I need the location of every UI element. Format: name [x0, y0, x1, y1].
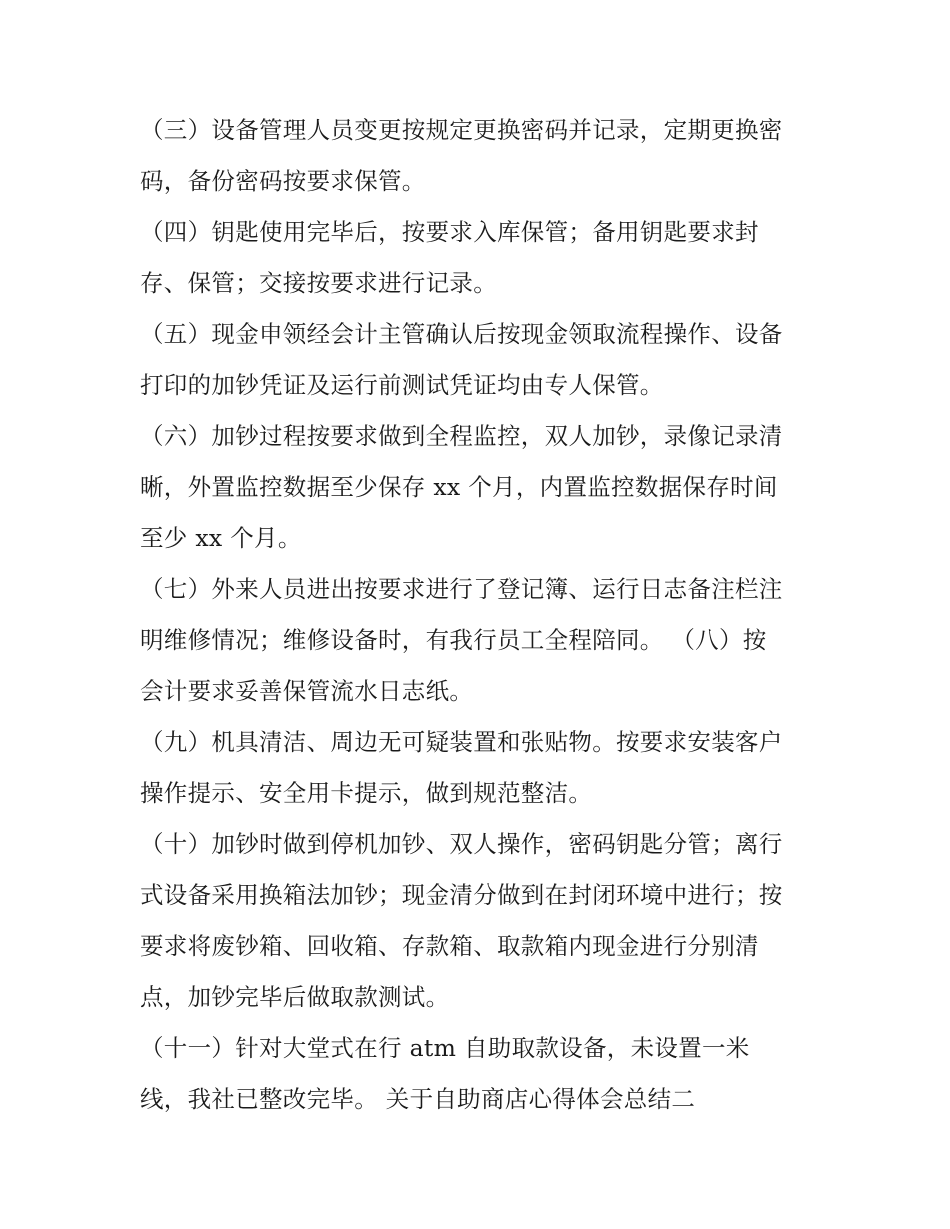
text-line: （十一）针对大堂式在行 atm 自助取款设备，未设置一米: [140, 1034, 750, 1062]
text-line: 打印的加钞凭证及运行前测试凭证均由专人保管。: [140, 371, 664, 399]
text-line: 明维修情况；维修设备时，有我行员工全程陪同。 （八）按: [140, 626, 767, 654]
text-line: 操作提示、安全用卡提示，做到规范整洁。: [140, 779, 593, 807]
text-line: 会计要求妥善保管流水日志纸。: [140, 677, 474, 705]
text-line: （九）机具清洁、周边无可疑装置和张贴物。按要求安装客户: [140, 728, 783, 756]
text-line: 存、保管；交接按要求进行记录。: [140, 269, 497, 297]
text-line: 晰，外置监控数据至少保存 xx 个月，内置监控数据保存时间: [140, 473, 778, 501]
text-line: 码，备份密码按要求保管。: [140, 167, 426, 195]
text-line: （十）加钞时做到停机加钞、双人操作，密码钥匙分管；离行: [140, 830, 783, 858]
text-line: （三）设备管理人员变更按规定更换密码并记录，定期更换密: [140, 116, 783, 144]
text-line: 线，我社已整改完毕。 关于自助商店心得体会总结二: [140, 1085, 696, 1113]
text-line: （六）加钞过程按要求做到全程监控，双人加钞，录像记录清: [140, 422, 783, 450]
text-line: 要求将废钞箱、回收箱、存款箱、取款箱内现金进行分别清: [140, 932, 759, 960]
text-line: （七）外来人员进出按要求进行了登记簿、运行日志备注栏注: [140, 575, 783, 603]
text-line: 点，加钞完毕后做取款测试。: [140, 983, 450, 1011]
text-line: （四）钥匙使用完毕后，按要求入库保管；备用钥匙要求封: [140, 218, 759, 246]
document-body: [140, 107, 820, 1127]
text-line: 式设备采用换箱法加钞；现金清分做到在封闭环境中进行；按: [140, 881, 783, 909]
text-line: （五）现金申领经会计主管确认后按现金领取流程操作、设备: [140, 320, 783, 348]
text-line: 至少 xx 个月。: [140, 524, 302, 552]
